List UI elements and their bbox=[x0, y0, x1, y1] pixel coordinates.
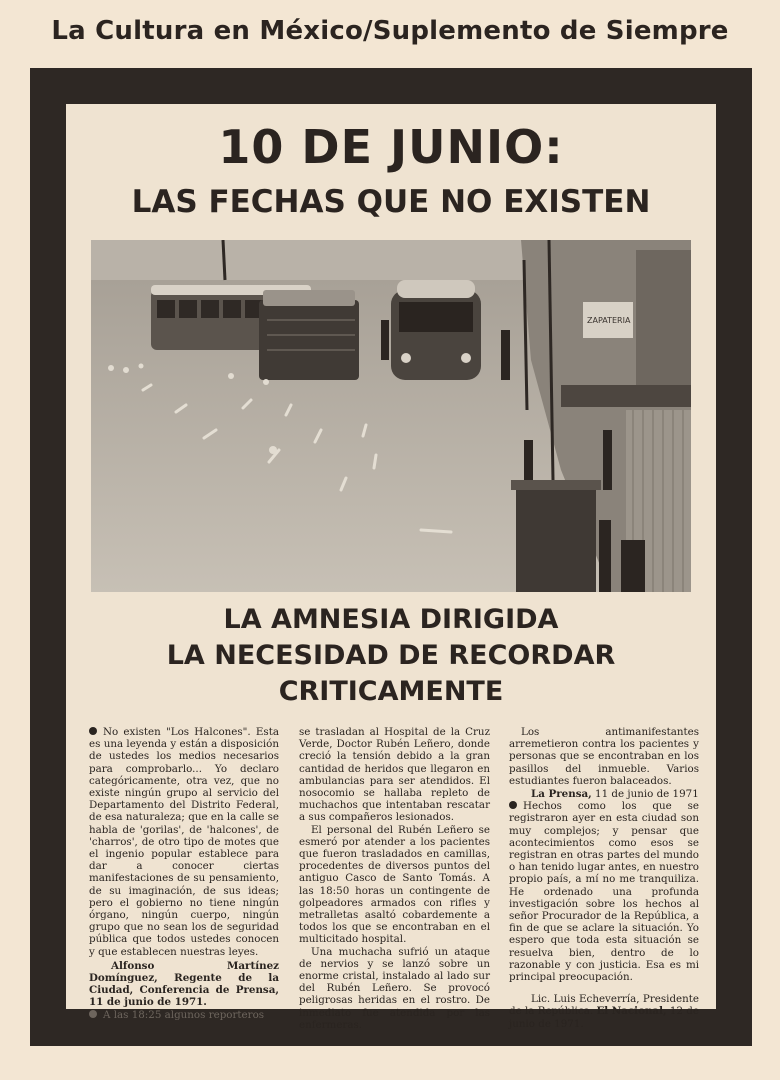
bullet-icon bbox=[89, 727, 97, 735]
article-columns bbox=[89, 726, 699, 1031]
column3-text-2: Hechos como los que se registraron ayer en esta ciudad son muy complejos; y pensar que acontecimientos como esos se registran en otras partes del mundo o han tenido lugar antes, en nuestro propio país, a mí no me tranquiliza. He ordenado una profunda investigación sobre los hechos al señor Procurador de la República, a fin de que se aclare la situación. Yo espero que toda esta situación se resuelva bien, dentro de lo razonable y con justicia. Esa es mi principal preocupación. bbox=[509, 800, 699, 984]
column1-text-2: A las 18:25 algunos reporteros bbox=[103, 1008, 265, 1021]
bus-center bbox=[259, 290, 359, 380]
source-date: 11 de junio de 1971 bbox=[591, 788, 699, 801]
column1-paragraph-2 bbox=[89, 1009, 279, 1021]
article-column-1 bbox=[89, 726, 279, 1021]
page-panel bbox=[66, 104, 716, 1031]
column2-paragraph-3: Una muchacha sufrió un ataque de nervios y se lanzó sobre un enorme cristal, instalado al lado sur del Rubén Leñero. Se provocó peligrosas heridas en el rostro. De inmediato fue atendida por las enfermeras. bbox=[299, 945, 490, 1031]
headline-title: LAS FECHAS QUE NO EXISTEN bbox=[131, 184, 651, 220]
bullet-icon bbox=[89, 1010, 97, 1018]
signature-author: Lic. Luis Echeverría, Presidente de la República. bbox=[509, 993, 699, 1018]
street-photo-illustration bbox=[91, 240, 691, 592]
bullet-icon bbox=[509, 801, 517, 809]
article-column-3 bbox=[509, 726, 699, 1030]
column2-paragraph-2: El personal del Rubén Leñero se esmeró por atender a los pacientes que fueron trasladados en camillas, procedentes de diversos puntos del antiguo Casco de Santo Tomás. A las 18:50 horas un contingente de golpeadores armados con rifles y metralletas asaltó cobardemente a todos los que se encontraban en el multicitado hospital. bbox=[299, 823, 490, 946]
column3-source-1 bbox=[509, 788, 699, 800]
subheadline-line-1: LA AMNESIA DIRIGIDA bbox=[223, 604, 559, 635]
column3-paragraph-2 bbox=[509, 800, 699, 983]
subheadline bbox=[66, 602, 716, 710]
source-newspaper: La Prensa, bbox=[531, 788, 592, 801]
street-photo bbox=[91, 240, 691, 592]
zapateria-sign: ZAPATERIA bbox=[587, 316, 631, 325]
column1-paragraph-1 bbox=[89, 726, 279, 958]
article-column-2 bbox=[299, 726, 490, 1031]
bus-right bbox=[391, 280, 481, 380]
signature-date: 12 de junio de 1971. bbox=[509, 1005, 699, 1030]
column3-paragraph-1: Los antimanifestantes arremetieron contra los pacientes y personas que se encontraban en los pasillos del inmueble. Varios estudiantes fueron balaceados. bbox=[509, 726, 699, 787]
headline-date: 10 DE JUNIO: bbox=[218, 120, 564, 174]
column2-paragraph-1: se trasladan al Hospital de la Cruz Verde, Doctor Rubén Leñero, donde creció la tensión debido a la gran cantidad de heridos que llegaron en ambulancias para ser atendidos. El nosocomio se hallaba repleto de muchachos que intentaban rescatar a sus compañeros lesionados. bbox=[299, 726, 490, 824]
column1-text-1: No existen "Los Halcones". Esta es una leyenda y están a disposición de ustedes los medios necesarios para comprobarlo... Yo declaro categóricamente, otra vez, que no existe ningún grupo al servicio del Departamento del Distrito Federal, de esa naturaleza; que en la calle se habla de 'gorilas', de 'halcones', de 'charros', de otro tipo de motes que el ingenio popular establece para dar a conocer ciertas manifestaciones de su pensamiento, de su imaginación, de sus ideas; pero el gobierno no tiene ningún órgano, ningún cuerpo, ningún grupo que no sean los de seguridad pública que todos ustedes conocen y que establecen nuestras leyes. bbox=[89, 726, 279, 958]
column3-signature bbox=[509, 993, 699, 1030]
signature-newspaper: El Nacional, bbox=[596, 1005, 667, 1018]
column1-signature: Alfonso Martínez Domínguez, Regente de la Ciudad, Conferencia de Prensa, 11 de junio de 1971. bbox=[89, 959, 279, 1009]
subheadline-line-3: CRITICAMENTE bbox=[278, 676, 504, 707]
subheadline-line-2: LA NECESIDAD DE RECORDAR bbox=[166, 640, 616, 671]
masthead: La Cultura en México/Suplemento de Siempre bbox=[51, 16, 729, 46]
